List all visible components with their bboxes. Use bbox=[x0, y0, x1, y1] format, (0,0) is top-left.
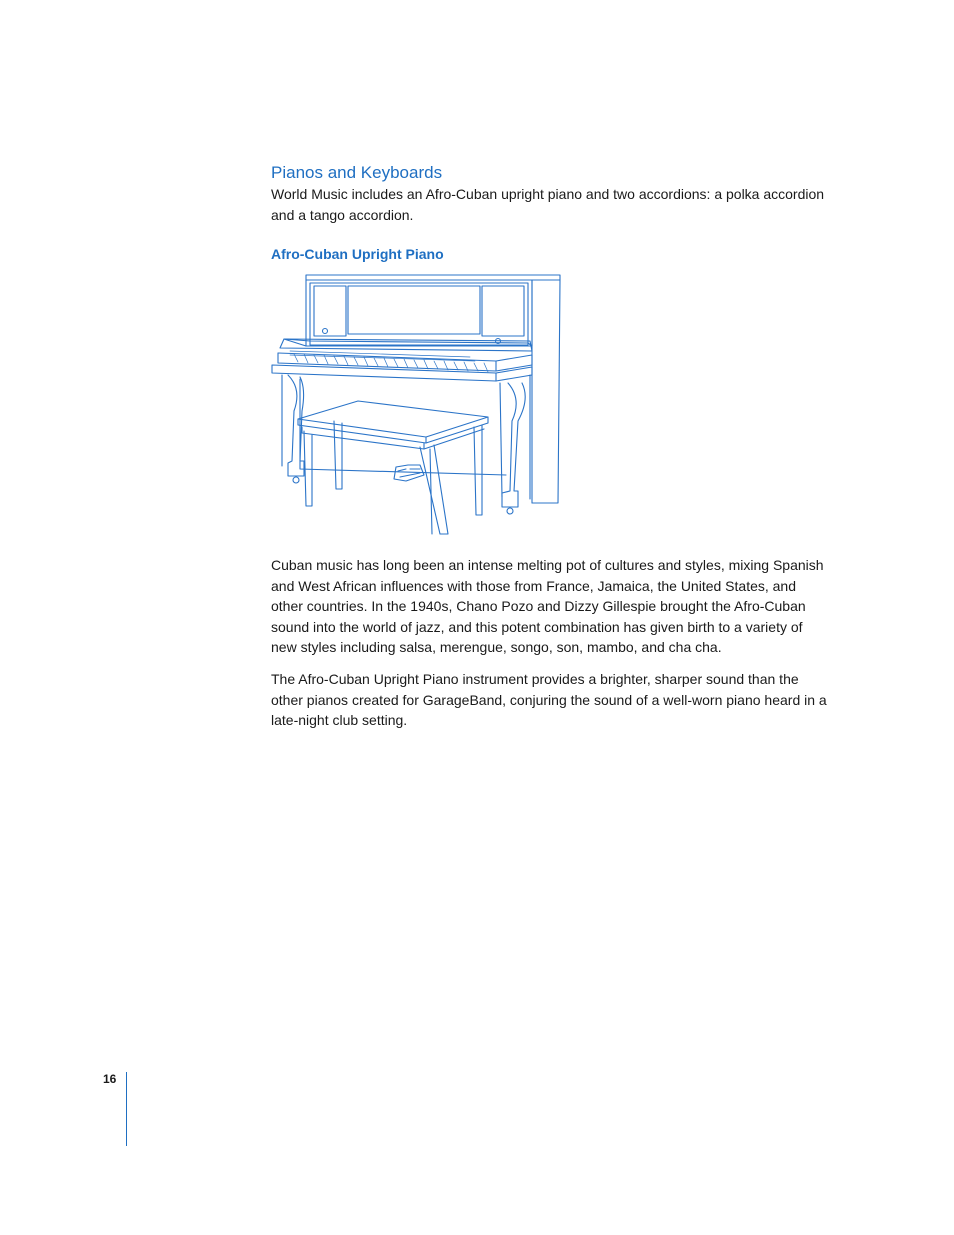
section-title: Pianos and Keyboards bbox=[271, 163, 443, 182]
body-paragraph-1: Cuban music has long been an intense melting pot of cultures and styles, mixing Spanish and West African influences with those from France, Jamaica, the United States, and other countries. In the 1940s, Chano Pozo and Dizzy Gillespie brought the Afro-Cuban sound into the world of jazz, and this potent combination has given birth to a variety of new styles including salsa, merengue, songo, son, mambo, and cha cha. bbox=[271, 557, 824, 655]
page-number: 16 bbox=[103, 1072, 117, 1086]
margin-rule bbox=[126, 1072, 127, 1146]
section-intro: World Music includes an Afro-Cuban upright piano and two accordions: a polka accordion and a tango accordion. bbox=[271, 186, 825, 223]
body-paragraph-2: The Afro-Cuban Upright Piano instrument provides a brighter, sharper sound than the other pianos created for GarageBand, conjuring the sound of a well-worn piano heard in a late-night club setting. bbox=[271, 671, 827, 728]
upright-piano-illustration bbox=[270, 271, 564, 539]
section-header bbox=[271, 162, 831, 263]
subsection-title: Afro-Cuban Upright Piano bbox=[271, 246, 444, 262]
